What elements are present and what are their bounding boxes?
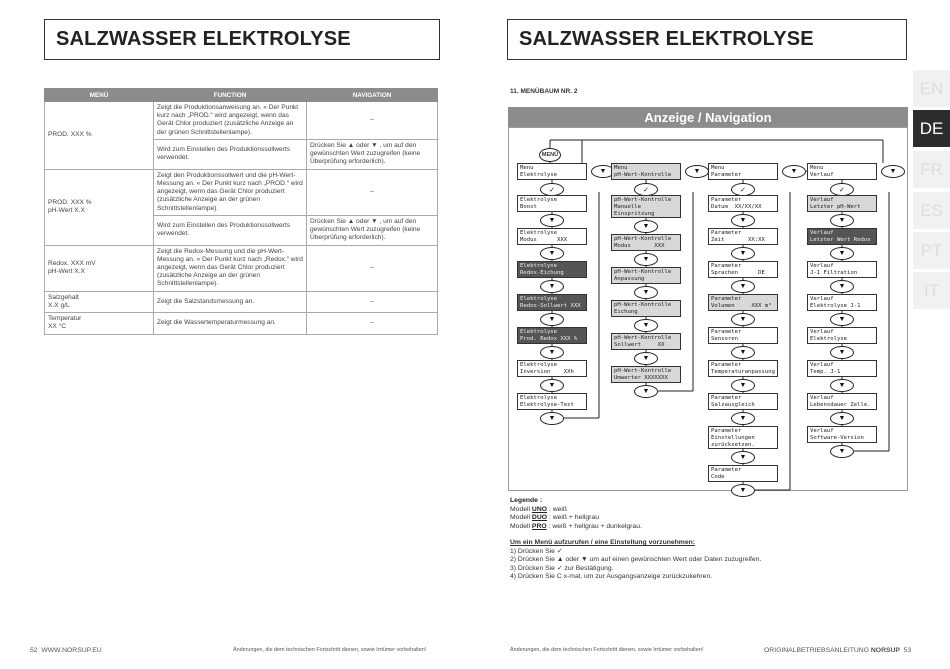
down-arrow-icon: ▼ <box>830 313 854 326</box>
right-footer-note: Änderungen, die dem technischen Fortschritt dienen, sowie Irrtümer vorbehalten! <box>510 647 704 653</box>
instruction-step: 3) Drücken Sie ✓ zur Bestätigung. <box>510 564 614 572</box>
lcd-screen: Elektrolyse Elektrolyse-Test <box>517 393 587 410</box>
down-arrow-icon: ▼ <box>782 165 806 178</box>
lang-tab-de[interactable]: DE <box>913 110 950 147</box>
diagram-title: Anzeige / Navigation <box>508 107 908 127</box>
table-cell-menu: Temperatur XX °C <box>45 313 154 334</box>
lcd-screen: Verlauf Temp. J-1 <box>807 360 877 377</box>
lcd-screen: Menu Elektrolyse <box>517 163 587 180</box>
instructions <box>510 539 761 582</box>
lcd-screen: Parameter Sprachen DE <box>708 261 778 278</box>
lcd-screen: Elektrolyse Prod. Redox XXX % <box>517 327 587 344</box>
down-arrow-icon: ▼ <box>540 379 564 392</box>
col-header-function: FUNCTION <box>154 89 307 102</box>
lcd-screen: Menu pH-Wert-Kontrolle <box>611 163 681 180</box>
down-arrow-icon: ▼ <box>731 280 755 293</box>
down-arrow-icon: ▼ <box>634 253 658 266</box>
check-icon: ✓ <box>540 183 564 196</box>
lcd-screen: Verlauf J-1 Filtration <box>807 261 877 278</box>
table-cell-navigation: – <box>307 245 438 291</box>
table-cell-navigation: – <box>307 291 438 312</box>
legend-line: Modell UNO : weiß <box>510 505 568 513</box>
down-arrow-icon: ▼ <box>881 165 905 178</box>
page-number: 53 <box>903 647 912 654</box>
lcd-screen: Elektrolyse Boost <box>517 195 587 212</box>
table-cell-navigation: Drücken Sie ▲ oder ▼ , um auf den gewünschten Wert zuzugreifen (keine Überprüfung erforderlich). <box>307 139 438 169</box>
down-arrow-icon: ▼ <box>540 313 564 326</box>
lang-tab-en[interactable]: EN <box>913 70 950 107</box>
down-arrow-icon: ▼ <box>634 385 658 398</box>
down-arrow-icon: ▼ <box>731 214 755 227</box>
table-cell-navigation: – <box>307 102 438 140</box>
table-cell-navigation: Drücken Sie ▲ oder ▼ , um auf den gewünschten Wert zuzugreifen (keine Überprüfung erforderlich). <box>307 215 438 245</box>
lcd-screen: Menu Parameter <box>708 163 778 180</box>
lcd-screen: Verlauf Software-Version <box>807 426 877 443</box>
down-arrow-icon: ▼ <box>685 165 709 178</box>
table-cell-navigation: – <box>307 313 438 334</box>
manual-label: ORIGINALBETRIEBSANLEITUNG <box>764 647 869 654</box>
table-cell-menu: Salzgehalt X.X g/L <box>45 291 154 312</box>
down-arrow-icon: ▼ <box>591 165 615 178</box>
menu-button: MENÜ <box>539 148 561 162</box>
down-arrow-icon: ▼ <box>540 346 564 359</box>
lcd-screen: Verlauf Letzter pH-Wert <box>807 195 877 212</box>
lcd-screen: Verlauf Elektrolyse <box>807 327 877 344</box>
down-arrow-icon: ▼ <box>830 445 854 458</box>
footer-url[interactable]: WWW.NORSUP.EU <box>41 647 102 654</box>
lang-tab-fr[interactable]: FR <box>913 151 950 188</box>
instruction-step: 1) Drücken Sie ✓ <box>510 547 563 555</box>
lcd-screen: Elektrolyse Redox-Sollwert XXX <box>517 294 587 311</box>
brand: NORSUP <box>870 647 900 654</box>
lcd-screen: Parameter Datum XX/XX/XX <box>708 195 778 212</box>
down-arrow-icon: ▼ <box>634 220 658 233</box>
down-arrow-icon: ▼ <box>830 346 854 359</box>
left-page-title: SALZWASSER ELEKTROLYSE <box>44 19 440 60</box>
lcd-screen: pH-Wert-Kontrolle Modus XXX <box>611 234 681 251</box>
lcd-screen: Parameter Salzausgleich <box>708 393 778 410</box>
lcd-screen: pH-Wert-Kontrolle Anpassung <box>611 267 681 284</box>
down-arrow-icon: ▼ <box>731 313 755 326</box>
lcd-screen: Elektrolyse Modus XXX <box>517 228 587 245</box>
table-cell-menu: Redox. XXX mV pH-Wert X.X <box>45 245 154 291</box>
down-arrow-icon: ▼ <box>634 319 658 332</box>
col-header-menu: MENÜ <box>45 89 154 102</box>
lcd-screen: Parameter Volumen XXX m³ <box>708 294 778 311</box>
right-footer <box>764 647 911 654</box>
down-arrow-icon: ▼ <box>830 379 854 392</box>
table-cell-function: Zeigt den Produktionssollwert und die pH-Wert- Messung an. « Der Punkt kurz nach „PROD.“ wird angezeigt, wenn das Gerät Chlor produziert (zusätzliche Anzeige an der grünen Schnittstellenlampe). <box>154 169 307 215</box>
down-arrow-icon: ▼ <box>830 247 854 260</box>
table-cell-navigation: – <box>307 169 438 215</box>
table-cell-function: Zeigt die Salzstandsmessung an. <box>154 291 307 312</box>
lang-tab-es[interactable]: ES <box>913 192 950 229</box>
down-arrow-icon: ▼ <box>634 286 658 299</box>
check-icon: ✓ <box>731 183 755 196</box>
down-arrow-icon: ▼ <box>540 412 564 425</box>
check-icon: ✓ <box>830 183 854 196</box>
legend <box>510 497 642 531</box>
table-cell-function: Wird zum Einstellen des Produktionssollwerts verwendet. <box>154 215 307 245</box>
down-arrow-icon: ▼ <box>731 412 755 425</box>
lcd-screen: Elektrolyse Redox-Eichung <box>517 261 587 278</box>
lang-tab-it[interactable]: IT <box>913 272 950 309</box>
down-arrow-icon: ▼ <box>731 379 755 392</box>
lcd-screen: pH-Wert-Kontrolle Eichung <box>611 300 681 317</box>
lcd-screen: Parameter Einstellungen zurücksetzen. <box>708 426 778 449</box>
lang-tab-pt[interactable]: PT <box>913 232 950 269</box>
instructions-heading: Um ein Menü aufzurufen / eine Einstellung vorzunehmen: <box>510 539 696 546</box>
lcd-screen: Parameter Zeit XX:XX <box>708 228 778 245</box>
legend-line: Modell DUO : weiß + hellgrau <box>510 514 599 522</box>
section-heading: 11. MENÜBAUM NR. 2 <box>510 88 578 95</box>
page-number: 52 <box>30 647 38 654</box>
lcd-screen: Elektrolyse Inversion XXh <box>517 360 587 377</box>
down-arrow-icon: ▼ <box>540 280 564 293</box>
down-arrow-icon: ▼ <box>634 352 658 365</box>
table-cell-function: Zeigt die Produktionsanweisung an. « Der Punkt kurz nach „PROD.“ wird angezeigt, wenn das Gerät Chlor produziert (zusätzliche Anzeige an der grünen Schnittstellenlampe). <box>154 102 307 140</box>
table-cell-function: Wird zum Einstellen des Produktionssollwerts verwendet. <box>154 139 307 169</box>
down-arrow-icon: ▼ <box>540 247 564 260</box>
left-footer-note: Änderungen, die dem technischen Fortschritt dienen, sowie Irrtümer vorbehalten! <box>233 647 427 653</box>
lcd-screen: Parameter Code <box>708 465 778 482</box>
lcd-screen: Verlauf Elektrolyse J-1 <box>807 294 877 311</box>
instruction-step: 4) Drücken Sie C x-mal, um zur Ausgangsanzeige zurückzukehren. <box>510 573 713 581</box>
down-arrow-icon: ▼ <box>731 247 755 260</box>
lcd-screen: pH-Wert-Kontrolle Umwerter XXXXXXX <box>611 366 681 383</box>
table-cell-menu: PROD. XXX % pH-Wert X.X <box>45 169 154 245</box>
col-header-navigation: NAVIGATION <box>307 89 438 102</box>
lcd-screen: pH-Wert-Kontrolle Sollwert XX <box>611 333 681 350</box>
down-arrow-icon: ▼ <box>731 346 755 359</box>
lcd-screen: Parameter Temperaturanpassung <box>708 360 778 377</box>
check-icon: ✓ <box>634 183 658 196</box>
down-arrow-icon: ▼ <box>830 280 854 293</box>
instruction-step: 2) Drücken Sie ▲ oder ▼ um auf einen gewünschten Wert oder Daten zuzugreifen. <box>510 556 762 564</box>
lcd-screen: Parameter Sensoren <box>708 327 778 344</box>
down-arrow-icon: ▼ <box>731 484 755 497</box>
down-arrow-icon: ▼ <box>731 451 755 464</box>
table-cell-menu: PROD. XXX % <box>45 102 154 170</box>
right-page-title: SALZWASSER ELEKTROLYSE <box>507 19 907 60</box>
lcd-screen: Verlauf Lebensdauer Zelle. <box>807 393 877 410</box>
lcd-screen: pH-Wert-Kontrolle Manuelle Einspritzung <box>611 195 681 218</box>
lcd-screen: Verlauf Letzter Wert Redox <box>807 228 877 245</box>
down-arrow-icon: ▼ <box>540 214 564 227</box>
legend-heading: Legende : <box>510 497 543 504</box>
legend-line: Modell PRO : weiß + hellgrau + dunkelgrau. <box>510 522 642 530</box>
lcd-screen: Menu Verlauf <box>807 163 877 180</box>
down-arrow-icon: ▼ <box>830 412 854 425</box>
table-cell-function: Zeigt die Wassertemperaturmessung an. <box>154 313 307 334</box>
down-arrow-icon: ▼ <box>830 214 854 227</box>
table-cell-function: Zeigt die Redox-Messung und die pH-Wert-Messung an. « Der Punkt kurz nach „Redox.“ wird angezeigt, wenn das Gerät Chlor produziert (zusätzliche Anzeige an der grünen Schnittstellenlampe). <box>154 245 307 291</box>
